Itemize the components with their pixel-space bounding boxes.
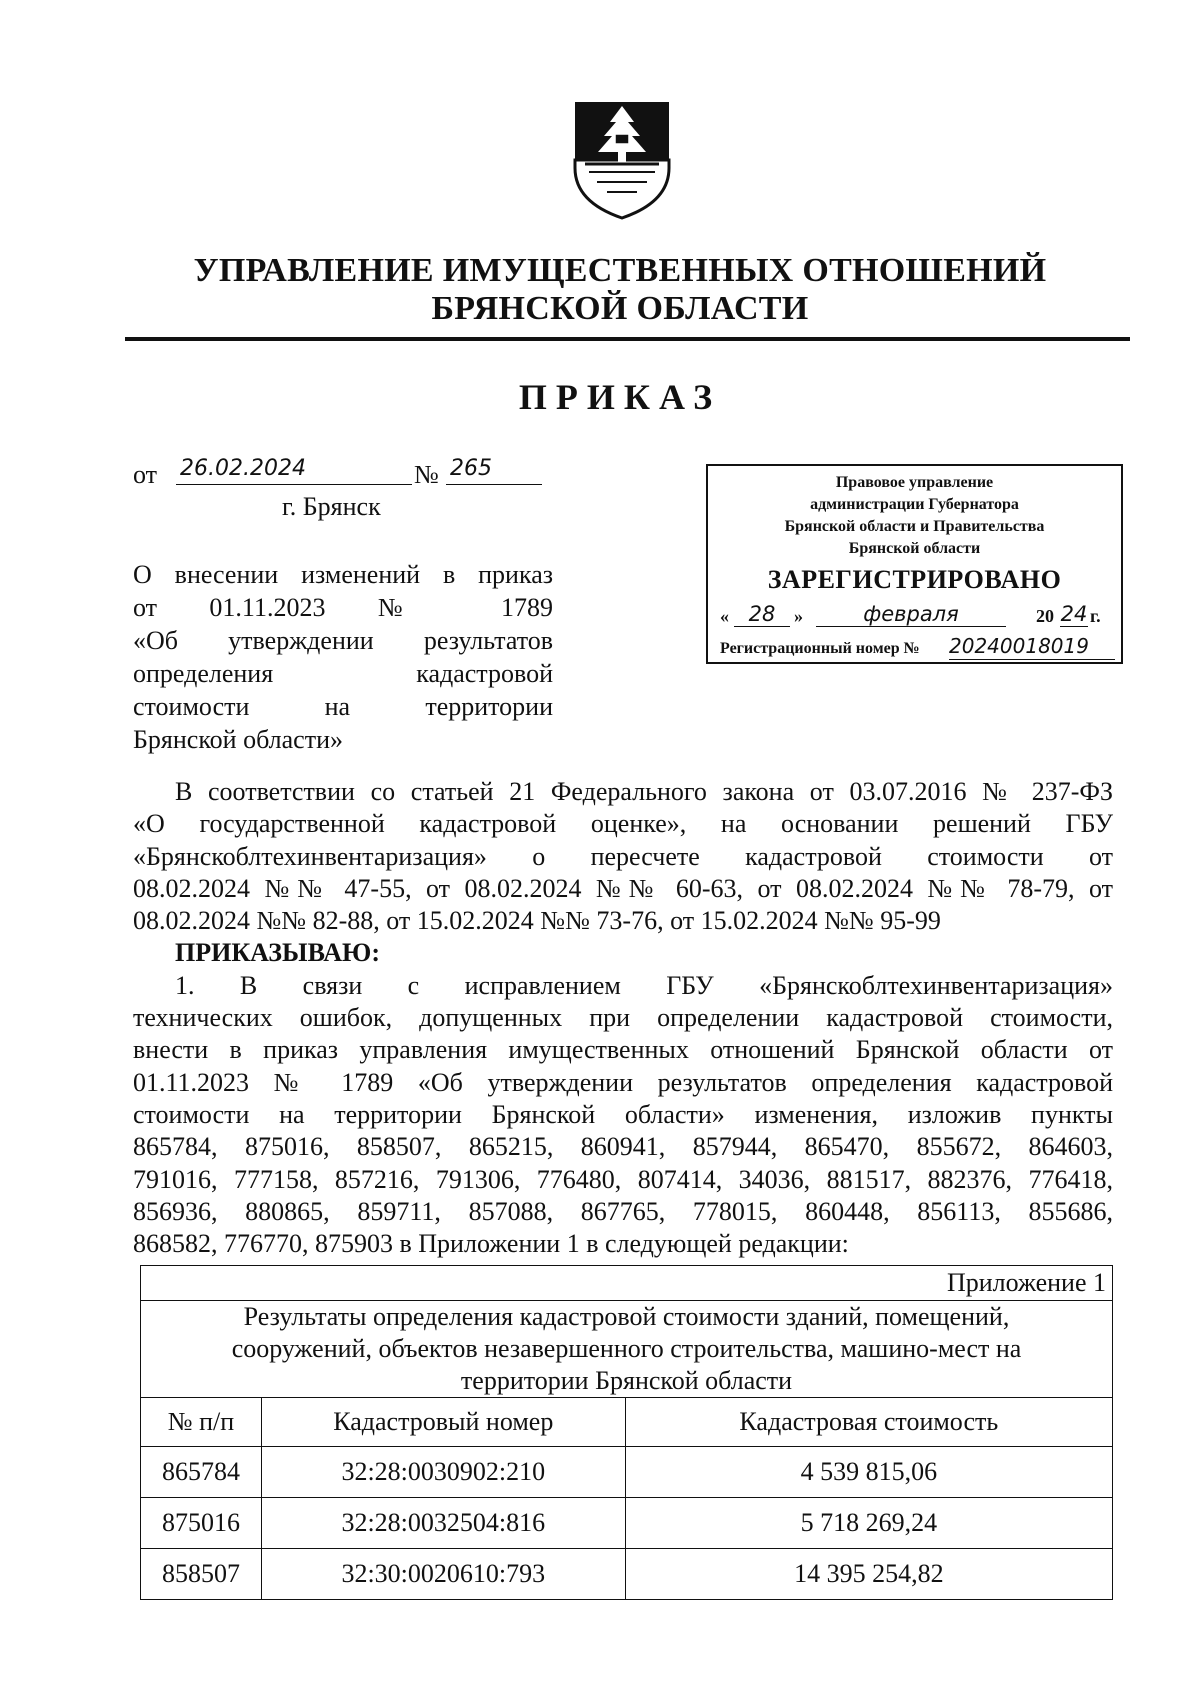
item1-line: 01.11.2023 № 1789 «Об утверждении результатов определения кадастровой — [133, 1067, 1113, 1097]
stamp-quote-close: » — [794, 606, 803, 626]
item1-line: стоимости на территории Брянской области» изменения, изложив пункты — [133, 1099, 1113, 1129]
subject-line: О внесении изменений в приказ — [133, 560, 553, 589]
stamp-quote-open: « — [720, 606, 729, 626]
caption-line: сооружений, объектов незавершенного строительства, машино-мест на — [231, 1334, 1022, 1363]
stamp-handwritten-month: февраля — [816, 602, 1006, 627]
preamble-line: В соответствии со статьей 21 Федерального закона от 03.07.2016 № 237-ФЗ — [175, 777, 1113, 806]
preamble-line: 08.02.2024 №№ 82-88, от 15.02.2024 №№ 73-76, от 15.02.2024 №№ 95-99 — [133, 906, 941, 936]
subject-line: определения кадастровой — [133, 659, 553, 688]
stamp-line: администрации Губернатора — [810, 496, 1019, 513]
item1-line: технических ошибок, допущенных при определении кадастровой стоимости, — [133, 1003, 1113, 1033]
item1-line: 865784, 875016, 858507, 865215, 860941, 857944, 865470, 855672, 864603, — [133, 1132, 1113, 1162]
header-rule — [125, 337, 1130, 341]
subject-line: стоимости на территории — [133, 692, 553, 721]
registration-stamp — [706, 464, 1123, 664]
coat-of-arms-emblem — [571, 98, 673, 222]
cadastral-number-cell: 32:28:0032504:816 — [261, 1498, 625, 1549]
preamble-line: 08.02.2024 №№ 47-55, от 08.02.2024 №№ 60-63, от 08.02.2024 №№ 78-79, от — [133, 873, 1113, 903]
table-row — [141, 1498, 1113, 1549]
subject-line: Брянской области» — [133, 725, 343, 754]
stamp-year-suffix: г. — [1090, 606, 1101, 626]
table-row — [141, 1447, 1113, 1498]
cadastral-number-cell: 32:30:0020610:793 — [261, 1549, 625, 1600]
table-header-row — [141, 1398, 1113, 1447]
table-row — [141, 1549, 1113, 1600]
cadastral-value-cell: 14 395 254,82 — [625, 1549, 1112, 1600]
handwritten-number: 265 — [446, 454, 542, 485]
stamp-handwritten-year: 24 — [1060, 602, 1088, 626]
organization-name-line2: БРЯНСКОЙ ОБЛАСТИ — [431, 290, 809, 327]
city-name: г. Брянск — [282, 492, 381, 521]
order-directive-word: ПРИКАЗЫВАЮ: — [175, 938, 380, 968]
subject-line: «Об утверждении результатов — [133, 626, 553, 655]
row-number-cell: 875016 — [141, 1498, 262, 1549]
document-type-title: ПРИКАЗ — [518, 377, 722, 417]
item1-line: 791016, 777158, 857216, 791306, 776480, 807414, 34036, 881517, 882376, 776418, — [133, 1164, 1113, 1194]
stamp-line: Правовое управление — [835, 474, 994, 491]
column-header: Кадастровая стоимость — [625, 1398, 1112, 1447]
handwritten-date: 26.02.2024 — [176, 454, 412, 485]
stamp-reg-number-label: Регистрационный номер № — [720, 640, 920, 657]
number-label: № — [414, 460, 439, 489]
appendix-label: Приложение 1 — [141, 1266, 1113, 1301]
column-header: № п/п — [141, 1398, 262, 1447]
subject-line: от 01.11.2023 № 1789 — [133, 593, 553, 622]
preamble-line: «Брянскоблтехинвентаризация» о пересчете кадастровой стоимости от — [133, 841, 1113, 871]
item1-line: 868582, 776770, 875903 в Приложении 1 в следующей редакции: — [133, 1229, 849, 1259]
cadastral-value-table — [140, 1265, 1113, 1600]
order-subject — [133, 558, 553, 756]
order-body — [133, 776, 1113, 1260]
stamp-year-prefix: 20 — [1036, 606, 1054, 626]
stamp-date-line — [720, 602, 1112, 634]
cadastral-value-cell: 4 539 815,06 — [625, 1447, 1112, 1498]
item1-line: 856936, 880865, 859711, 857088, 867765, 778015, 860448, 856113, 855686, — [133, 1196, 1113, 1226]
stamp-line: Брянской области и Правительства — [784, 518, 1045, 535]
caption-line: Результаты определения кадастровой стоимости зданий, помещений, — [243, 1302, 1010, 1331]
item1-line: внести в приказ управления имущественных отношений Брянской области от — [133, 1035, 1113, 1065]
item1-line: 1. В связи с исправлением ГБУ «Брянскоблтехинвентаризация» — [175, 970, 1113, 1000]
stamp-registered-label: ЗАРЕГИСТРИРОВАНО — [767, 565, 1062, 594]
cadastral-value-cell: 5 718 269,24 — [625, 1498, 1112, 1549]
date-from-label: от — [133, 460, 158, 489]
row-number-cell: 858507 — [141, 1549, 262, 1600]
caption-line: территории Брянской области — [460, 1366, 793, 1395]
stamp-line: Брянской области — [848, 540, 981, 557]
row-number-cell: 865784 — [141, 1447, 262, 1498]
cadastral-number-cell: 32:28:0030902:210 — [261, 1447, 625, 1498]
column-header: Кадастровый номер — [261, 1398, 625, 1447]
stamp-handwritten-day: 28 — [734, 602, 790, 627]
organization-name-line1: УПРАВЛЕНИЕ ИМУЩЕСТВЕННЫХ ОТНОШЕНИЙ — [193, 252, 1047, 289]
stamp-handwritten-reg-number: 20240018019 — [949, 633, 1115, 660]
preamble-line: «О государственной кадастровой оценке», на основании решений ГБУ — [133, 809, 1113, 839]
table-caption — [141, 1301, 1113, 1398]
